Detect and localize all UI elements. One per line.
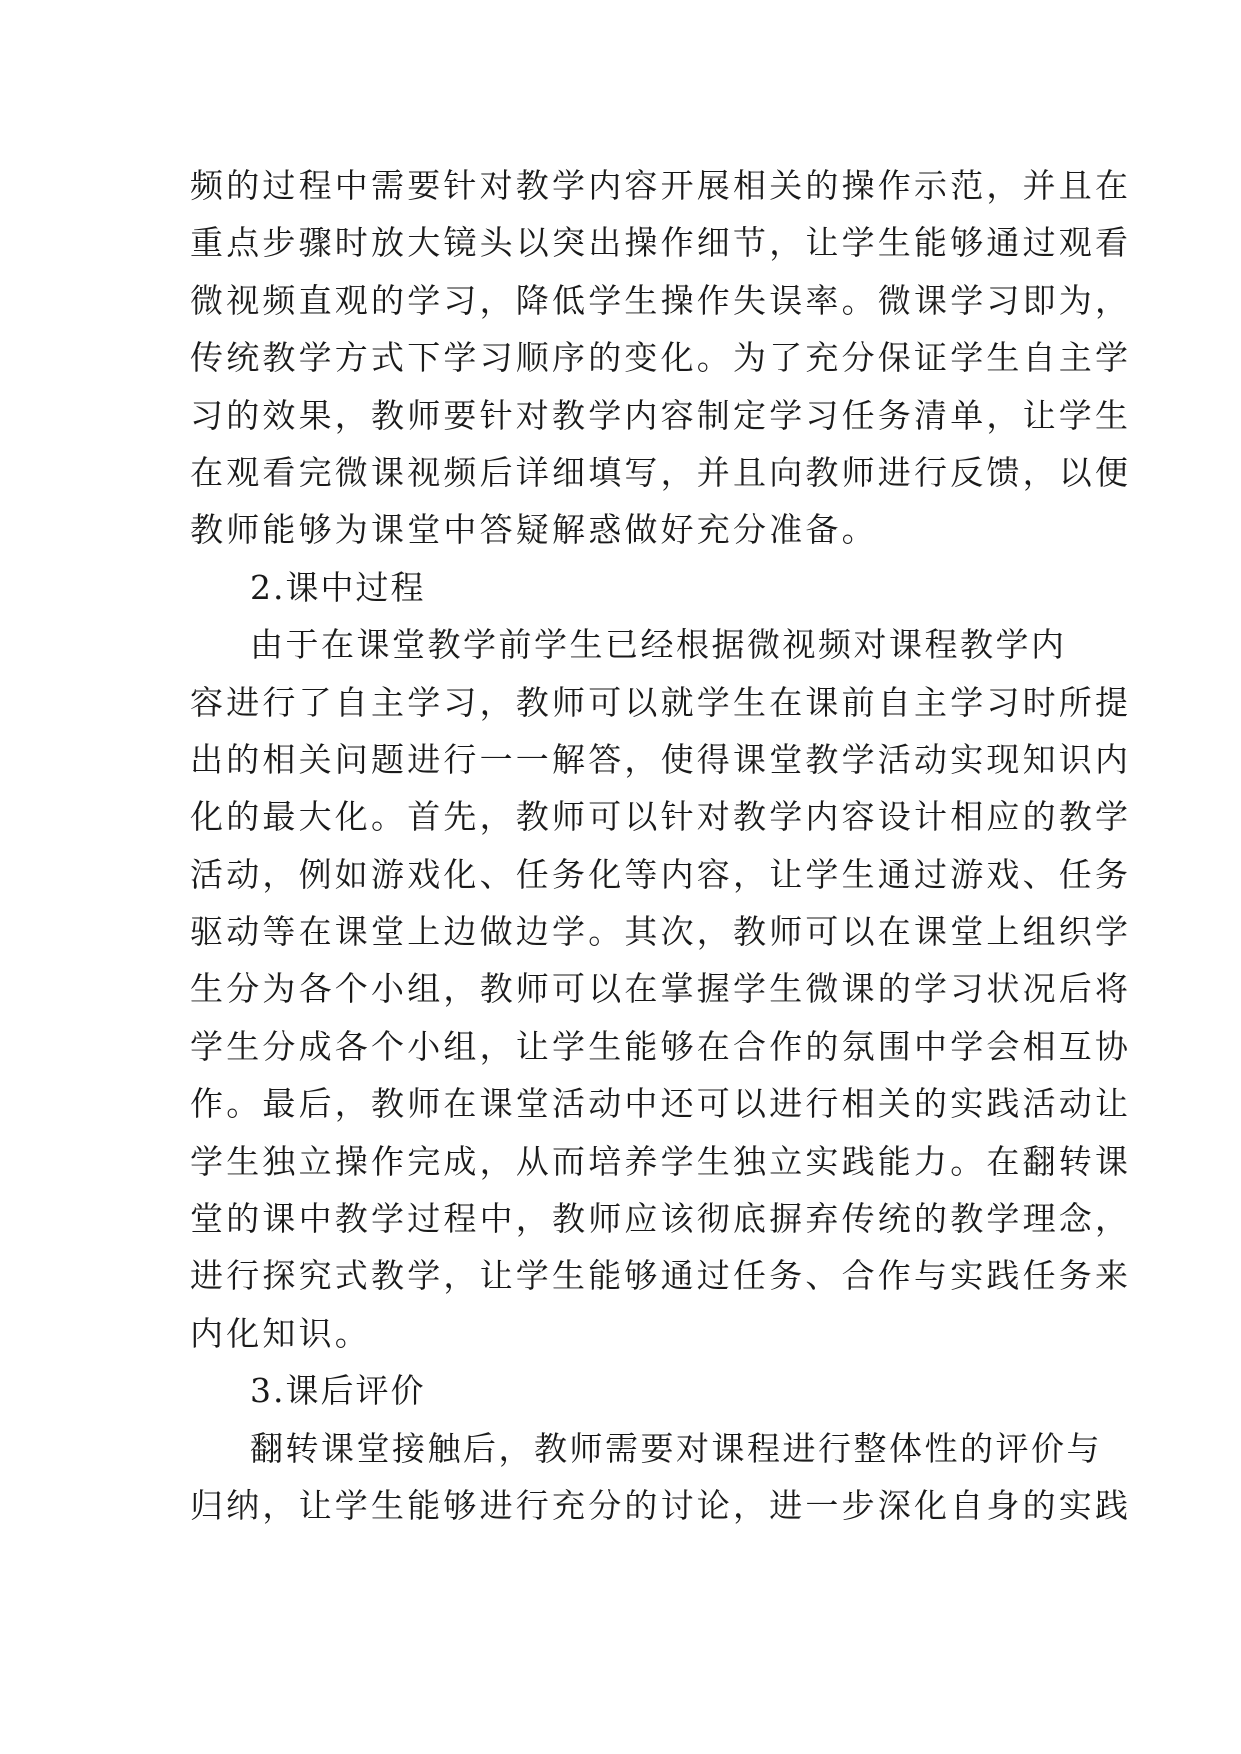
paragraph-3 — [190, 1420, 1132, 1535]
text-line: 重点步骤时放大镜头以突出操作细节，让学生能够通过观看 — [190, 223, 1132, 263]
text-line: 翻转课堂接触后，教师需要对课程进行整体性的评价与 — [250, 1428, 1102, 1468]
text-line: 出的相关问题进行一一解答，使得课堂教学活动实现知识内 — [190, 739, 1132, 779]
text-line: 驱动等在课堂上边做边学。其次，教师可以在课堂上组织学 — [190, 912, 1132, 952]
text-line: 学生分成各个小组，让学生能够在合作的氛围中学会相互协 — [190, 1026, 1132, 1066]
section-heading-3: 3.课后评价 — [250, 1371, 426, 1411]
text-line: 作。最后，教师在课堂活动中还可以进行相关的实践活动让 — [190, 1084, 1132, 1124]
text-line: 内化知识。 — [190, 1313, 371, 1353]
text-line: 进行探究式教学，让学生能够通过任务、合作与实践任务来 — [190, 1256, 1132, 1296]
paragraph-2 — [190, 616, 1132, 1362]
text-line: 活动，例如游戏化、任务化等内容，让学生通过游戏、任务 — [190, 854, 1132, 894]
text-line: 习的效果，教师要针对教学内容制定学习任务清单，让学生 — [190, 395, 1132, 435]
text-line: 学生独立操作完成，从而培养学生独立实践能力。在翻转课 — [190, 1141, 1132, 1181]
text-line: 化的最大化。首先，教师可以针对教学内容设计相应的教学 — [190, 797, 1132, 837]
text-line: 在观看完微课视频后详细填写，并且向教师进行反馈，以便 — [190, 452, 1132, 492]
text-line: 堂的课中教学过程中，教师应该彻底摒弃传统的教学理念， — [190, 1199, 1132, 1239]
text-line: 频的过程中需要针对教学内容开展相关的操作示范，并且在 — [190, 166, 1132, 205]
document-body — [190, 157, 1132, 1534]
text-line: 教师能够为课堂中答疑解惑做好充分准备。 — [190, 510, 878, 550]
paragraph-1 — [190, 157, 1132, 559]
text-line: 容进行了自主学习，教师可以就学生在课前自主学习时所提 — [190, 682, 1132, 722]
text-line: 微视频直观的学习，降低学生操作失误率。微课学习即为， — [190, 280, 1132, 320]
text-line: 归纳，让学生能够进行充分的讨论，进一步深化自身的实践 — [190, 1485, 1132, 1525]
text-line: 由于在课堂教学前学生已经根据微视频对课程教学内 — [250, 625, 1067, 665]
section-heading-2: 2.课中过程 — [250, 567, 426, 607]
text-line: 生分为各个小组，教师可以在掌握学生微课的学习状况后将 — [190, 969, 1132, 1009]
text-line: 传统教学方式下学习顺序的变化。为了充分保证学生自主学 — [190, 338, 1132, 378]
